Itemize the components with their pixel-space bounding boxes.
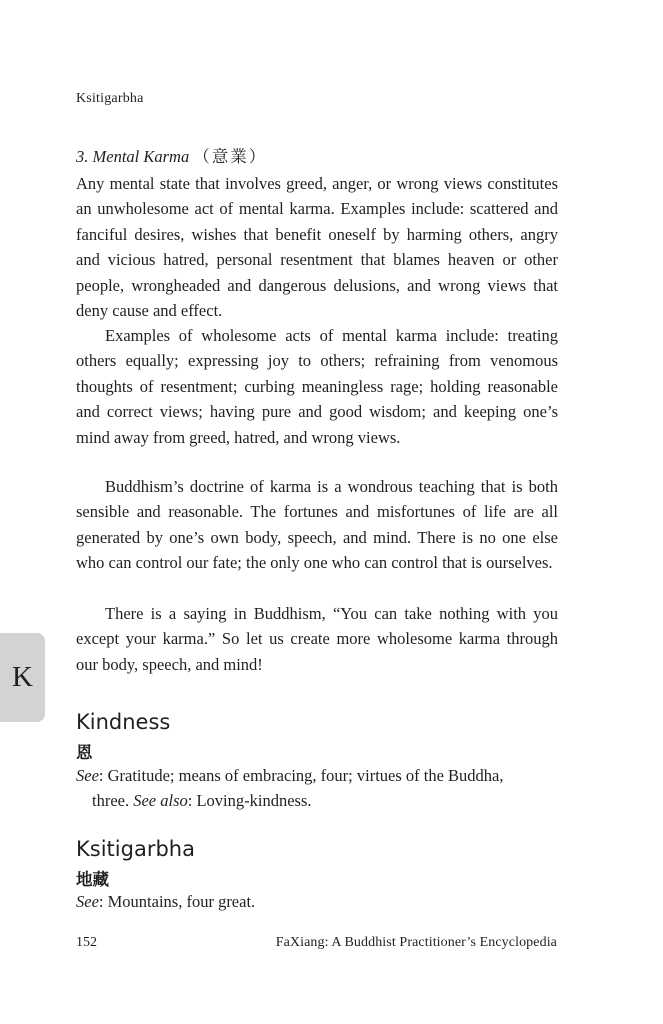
- book-title: FaXiang: A Buddhist Practitioner’s Encyclopedia: [275, 935, 557, 950]
- entry-reference-kindness: [76, 763, 558, 814]
- thumb-index-tab: [0, 633, 45, 722]
- see-label: See: [76, 766, 99, 785]
- see-continuation-text: three.: [92, 791, 130, 811]
- entry-reference-ksitigarbha: [76, 889, 558, 914]
- entry-cjk-ksitigarbha: 地藏: [76, 870, 109, 889]
- paragraph-text: Any mental state that involves greed, anger, or wrong views constitutes an unwholesome act of mental karma. Examples include: scattered and fanciful desires, wishes that benefit oneself by harming others, angry and vicious hatred, personal resentment that blames heaven or other people, wrongheaded and dangerous delusions, and wrong views that deny cause and effect.: [76, 174, 558, 321]
- page-number: 152: [76, 935, 97, 950]
- reference-continuation: [76, 788, 558, 813]
- body-paragraph: [76, 601, 558, 677]
- paragraph-text: Examples of wholesome acts of mental karma include: treating others equally; expressing joy to others; refraining from venomous thoughts of resentment; curbing meaningless rage; holding reasonable and correct views; having pure and good wisdom; and keeping one’s mind away from greed, hatred, and wrong views.: [76, 326, 558, 447]
- section-heading: [76, 143, 267, 167]
- paragraph-text: There is a saying in Buddhism, “You can take nothing with you except your karma.” So let us create more wholesome karma through our body, speech, and mind!: [76, 604, 558, 674]
- running-head: Ksitigarbha: [76, 91, 144, 106]
- thumb-index-letter: K: [12, 661, 33, 693]
- entry-cjk-kindness: 恩: [76, 743, 93, 762]
- entry-term-ksitigarbha: Ksitigarbha: [76, 837, 195, 861]
- paragraph-text: Buddhism’s doctrine of karma is a wondrous teaching that is both sensible and reasonable. The fortunes and misfortunes of life are all generated by one’s own body, speech, and mind. There is no one else who can control our fate; the only one who can control that is ourselves.: [76, 477, 558, 573]
- see-also-label: See also: [133, 791, 188, 811]
- see-text: : Gratitude; means of embracing, four; virtues of the Buddha,: [98, 766, 504, 785]
- section-heading-text: 3. Mental Karma: [76, 147, 190, 166]
- body-paragraph: [76, 474, 558, 576]
- section-heading-cjk: （意業）: [193, 147, 268, 166]
- see-text: : Mountains, four great.: [98, 892, 256, 911]
- entry-term-kindness: Kindness: [76, 710, 171, 734]
- see-label: See: [76, 892, 99, 911]
- see-also-text: : Loving-kindness.: [187, 791, 312, 811]
- body-paragraph: [76, 171, 558, 323]
- body-paragraph: [76, 323, 558, 450]
